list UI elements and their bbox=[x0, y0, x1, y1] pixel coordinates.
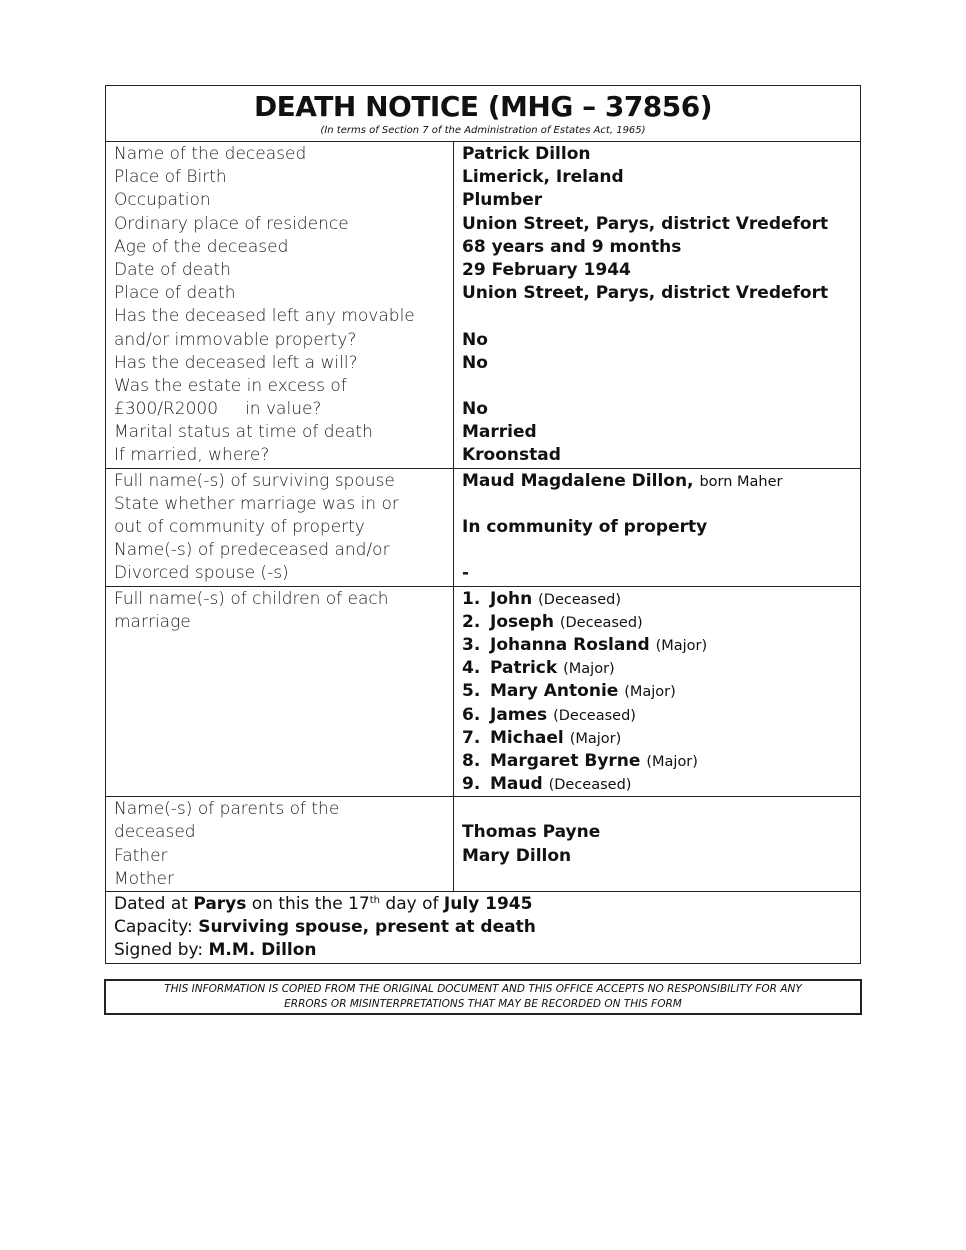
estate-excess-answer: No bbox=[462, 399, 488, 420]
child-name: Margaret Byrne bbox=[490, 750, 641, 771]
list-item bbox=[462, 773, 860, 796]
spouse-name: Maud Magdalene Dillon, bbox=[462, 470, 694, 491]
disclaimer-box bbox=[104, 979, 862, 1015]
child-number: 7. bbox=[462, 727, 481, 748]
field-label: out of community of property bbox=[114, 517, 365, 537]
child-name: Mary Antonie bbox=[490, 681, 619, 702]
child-name: James bbox=[490, 704, 548, 725]
dated-day bbox=[348, 894, 380, 914]
occupation: Plumber bbox=[462, 190, 543, 211]
field-label: Has the deceased left a will? bbox=[114, 352, 358, 373]
field-label: Name(-s) of parents of the bbox=[114, 799, 340, 820]
field-label: £300/R2000 in value? bbox=[114, 399, 322, 420]
field-label: Full name(-s) of children of each bbox=[114, 588, 389, 609]
child-number: 2. bbox=[462, 611, 481, 632]
field-label: Place of death bbox=[114, 283, 236, 304]
dated-prefix: Dated at bbox=[114, 894, 188, 914]
form-subtitle: (In terms of Section 7 of the Administration of Estates Act, 1965) bbox=[320, 125, 646, 136]
signed-value: M.M. Dillon bbox=[208, 940, 317, 961]
child-name: Johanna Rosland bbox=[490, 634, 650, 655]
dated-date: July 1945 bbox=[443, 894, 533, 914]
marriage-place: Kroonstad bbox=[462, 445, 561, 466]
child-name: Michael bbox=[490, 727, 564, 748]
signature-block bbox=[106, 892, 536, 963]
child-number: 8. bbox=[462, 750, 481, 771]
list-item bbox=[462, 727, 860, 750]
spouse-name-line bbox=[462, 470, 860, 493]
child-number: 4. bbox=[462, 658, 481, 679]
deceased-name: Patrick Dillon bbox=[462, 144, 591, 164]
field-label: and/or immovable property? bbox=[114, 329, 357, 350]
child-name: Maud bbox=[490, 774, 543, 795]
deceased-details-section bbox=[106, 142, 860, 469]
blank-line bbox=[462, 375, 860, 398]
field-label: Place of Birth bbox=[114, 167, 227, 188]
spouse-labels bbox=[106, 469, 454, 586]
list-item bbox=[462, 704, 860, 727]
disclaimer-line: ERRORS OR MISINTERPRETATIONS THAT MAY BE RECORDED ON THIS FORM bbox=[284, 998, 682, 1010]
community-of-property: In community of property bbox=[462, 517, 708, 537]
child-status: (Major) bbox=[563, 661, 615, 678]
field-label: marriage bbox=[114, 611, 191, 632]
residence: Union Street, Parys, district Vredefort bbox=[462, 213, 829, 234]
child-status: (Major) bbox=[655, 637, 708, 654]
capacity-line bbox=[114, 916, 536, 939]
child-status: (Deceased) bbox=[559, 614, 643, 631]
child-status: (Major) bbox=[646, 753, 698, 770]
field-label: Father bbox=[114, 845, 168, 866]
field-label: Was the estate in excess of bbox=[114, 375, 347, 396]
dated-mid2: day of bbox=[385, 894, 439, 914]
age: 68 years and 9 months bbox=[462, 236, 682, 257]
child-name: Joseph bbox=[490, 611, 554, 632]
field-label: Has the deceased left any movable bbox=[114, 306, 415, 327]
child-status: (Deceased) bbox=[553, 707, 636, 724]
spouse-section bbox=[106, 469, 860, 587]
blank-line bbox=[462, 305, 860, 328]
parents-section bbox=[106, 797, 860, 892]
parents-values bbox=[454, 797, 860, 891]
field-label: Full name(-s) of surviving spouse bbox=[114, 470, 395, 491]
child-number: 3. bbox=[462, 634, 481, 655]
form-title: DEATH NOTICE (MHG – 37856) bbox=[253, 90, 713, 123]
field-label: If married, where? bbox=[114, 445, 270, 466]
child-number: 1. bbox=[462, 588, 481, 609]
field-label: Divorced spouse (-s) bbox=[114, 563, 289, 584]
child-name: John bbox=[490, 588, 533, 609]
child-status: (Deceased) bbox=[548, 777, 632, 794]
child-number: 9. bbox=[462, 774, 481, 795]
blank-line bbox=[462, 798, 860, 821]
date-of-death: 29 February 1944 bbox=[462, 259, 631, 280]
spouse-values bbox=[454, 469, 860, 586]
field-label: Date of death bbox=[114, 259, 231, 280]
signature-section bbox=[106, 892, 860, 963]
death-notice-form bbox=[105, 85, 861, 964]
father-name: Thomas Payne bbox=[462, 822, 601, 843]
blank-line bbox=[462, 539, 860, 562]
child-status: (Deceased) bbox=[538, 591, 621, 608]
field-label: Occupation bbox=[114, 190, 211, 211]
list-item bbox=[462, 611, 860, 634]
list-item bbox=[462, 680, 860, 703]
field-label: deceased bbox=[114, 822, 196, 843]
dated-line bbox=[114, 893, 536, 916]
child-status: (Major) bbox=[624, 684, 676, 701]
child-number: 6. bbox=[462, 704, 481, 725]
signed-label: Signed by: bbox=[114, 940, 204, 961]
mother-name: Mary Dillon bbox=[462, 845, 572, 866]
day-number: 17 bbox=[348, 894, 370, 914]
children-list bbox=[454, 587, 860, 797]
list-item bbox=[462, 750, 860, 773]
dated-place: Parys bbox=[193, 894, 247, 914]
deceased-details-values bbox=[454, 142, 860, 468]
capacity-label: Capacity: bbox=[114, 917, 193, 938]
field-label: Name(-s) of predeceased and/or bbox=[114, 540, 390, 561]
field-label: Mother bbox=[114, 868, 174, 889]
place-of-birth: Limerick, Ireland bbox=[462, 167, 624, 188]
will-answer: No bbox=[462, 352, 488, 373]
parents-labels bbox=[106, 797, 454, 891]
form-header bbox=[106, 86, 860, 142]
blank-line bbox=[462, 493, 860, 516]
list-item bbox=[462, 588, 860, 611]
divorced-spouse: - bbox=[462, 563, 470, 584]
field-label: Ordinary place of residence bbox=[114, 213, 349, 234]
child-number: 5. bbox=[462, 681, 481, 702]
capacity-value: Surviving spouse, present at death bbox=[198, 917, 536, 938]
child-status: (Major) bbox=[569, 730, 622, 747]
field-label: State whether marriage was in or bbox=[114, 493, 399, 514]
field-label: Marital status at time of death bbox=[114, 422, 373, 443]
blank-line bbox=[462, 868, 860, 891]
property-answer: No bbox=[462, 329, 488, 350]
children-section bbox=[106, 587, 860, 798]
place-of-death: Union Street, Parys, district Vredefort bbox=[462, 283, 829, 304]
field-label: Name of the deceased bbox=[114, 144, 307, 164]
field-label: Age of the deceased bbox=[114, 236, 289, 257]
dated-mid: on this the bbox=[251, 894, 343, 914]
deceased-details-labels bbox=[106, 142, 454, 468]
disclaimer-line: THIS INFORMATION IS COPIED FROM THE ORIGINAL DOCUMENT AND THIS OFFICE ACCEPTS NO RESPONSIBILITY FOR ANY bbox=[164, 983, 802, 995]
signed-line bbox=[114, 939, 536, 962]
day-suffix: th bbox=[369, 895, 381, 906]
child-name: Patrick bbox=[490, 658, 558, 679]
marital-status: Married bbox=[462, 422, 537, 443]
list-item bbox=[462, 634, 860, 657]
list-item bbox=[462, 657, 860, 680]
spouse-maiden-name: born Maher bbox=[699, 473, 783, 490]
children-labels bbox=[106, 587, 454, 797]
